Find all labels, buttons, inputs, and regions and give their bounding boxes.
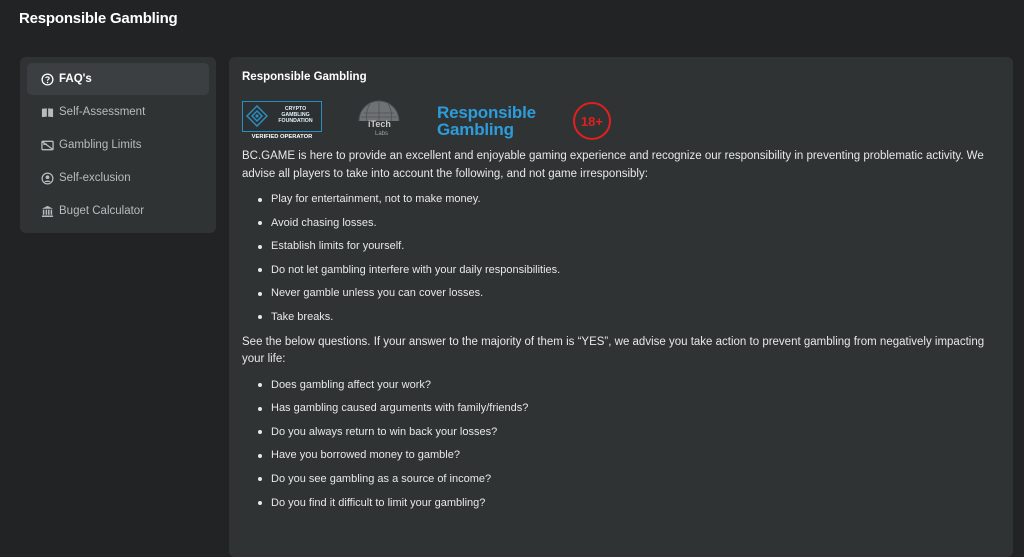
list-item: Avoid chasing losses. — [258, 212, 1000, 236]
itech-sub: Labs — [375, 131, 389, 137]
age-restriction-badge[interactable]: 18+ — [573, 102, 611, 140]
page-title: Responsible Gambling — [19, 10, 178, 27]
question-circle-icon — [40, 72, 54, 86]
itech-labs-logo[interactable] — [356, 100, 402, 142]
cgf-emblem-icon — [243, 102, 270, 131]
sidebar-item-label: Self-exclusion — [59, 172, 131, 184]
list-item: Play for entertainment, not to make money. — [258, 188, 1000, 212]
cgf-line: CRYPTO — [284, 105, 307, 112]
itech-name: iTech — [368, 119, 391, 129]
sidebar-item-self-assessment[interactable] — [27, 96, 209, 128]
cgf-line: GAMBLING — [281, 111, 310, 118]
sidebar-item-label: Self-Assessment — [59, 106, 146, 118]
sidebar-item-label: FAQ's — [59, 73, 92, 85]
sidebar-item-budget-calculator[interactable] — [27, 195, 209, 227]
sidebar-item-label: Gambling Limits — [59, 139, 142, 151]
questions-intro-paragraph: See the below questions. If your answer to the majority of them is “YES”, we advise you take action to prevent gambling from negatively impacting your life: — [242, 335, 985, 366]
list-item: Do not let gambling interfere with your daily responsibilities. — [258, 259, 1000, 283]
limits-icon — [40, 138, 54, 152]
list-item: Have you borrowed money to gamble? — [258, 444, 1000, 468]
partner-logos — [242, 100, 1000, 142]
responsible-gambling-logo[interactable] — [437, 104, 536, 138]
list-item: Does gambling affect your work? — [258, 374, 1000, 398]
list-item: Do you see gambling as a source of income? — [258, 468, 1000, 492]
list-item: Has gambling caused arguments with family/friends? — [258, 397, 1000, 421]
list-item: Never gamble unless you can cover losses. — [258, 282, 1000, 306]
user-circle-icon — [40, 171, 54, 185]
section-title: Responsible Gambling — [242, 71, 367, 83]
sidebar-item-gambling-limits[interactable] — [27, 129, 209, 161]
sidebar — [20, 57, 216, 233]
content-panel — [229, 57, 1013, 557]
list-item: Establish limits for yourself. — [258, 235, 1000, 259]
sidebar-item-label: Buget Calculator — [59, 205, 145, 217]
list-item: Take breaks. — [258, 306, 1000, 330]
sidebar-item-self-exclusion[interactable] — [27, 162, 209, 194]
book-icon — [40, 105, 54, 119]
sidebar-item-faqs[interactable] — [27, 63, 209, 95]
crypto-gambling-foundation-logo[interactable] — [242, 101, 322, 142]
rg-line: Responsible — [437, 103, 536, 122]
questions-list — [242, 374, 1000, 516]
list-item: Do you find it difficult to limit your gambling? — [258, 492, 1000, 516]
cgf-badge: VERIFIED OPERATOR — [251, 133, 313, 140]
advice-list — [242, 188, 1000, 330]
bank-icon — [40, 204, 54, 218]
rg-line: Gambling — [437, 120, 514, 139]
intro-paragraph: BC.GAME is here to provide an excellent and enjoyable gaming experience and recognize our responsibility in preventing problematic activity. We advise all players to take into account the following, and not game irresponsibly: — [242, 150, 984, 180]
list-item: Do you always return to win back your losses? — [258, 421, 1000, 445]
cgf-line: FOUNDATION — [278, 117, 313, 124]
